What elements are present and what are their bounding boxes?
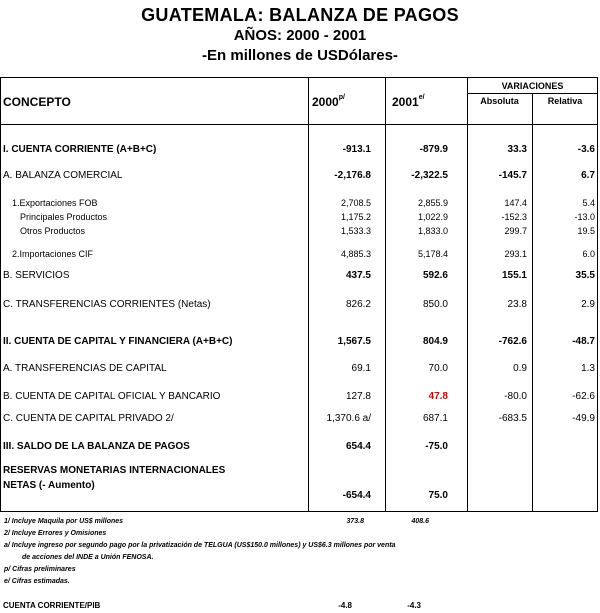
cell-2001: 1,833.0 [417,226,448,236]
cell-rel: -13.0 [574,212,595,222]
cell-2000: 1,370.6 a/ [326,413,371,424]
row-label: C. TRANSFERENCIAS CORRIENTES (Netas) [3,299,211,310]
cell-2001: -879.9 [419,144,448,155]
header-relativa: Relativa [547,96,583,106]
cc-pib-label: CUENTA CORRIENTE/PIB [3,601,101,610]
cc-pib-2000: -4.8 [338,601,352,610]
cell-abs: 23.8 [507,299,527,310]
row-label: I. CUENTA CORRIENTE (A+B+C) [3,144,157,155]
cell-2000: 1,533.3 [340,226,371,236]
cell-2000: 69.1 [351,363,371,374]
cell-2001: 2,855.9 [417,198,448,208]
header-bottom-border [0,124,598,125]
header-concepto: CONCEPTO [3,95,71,109]
title-line-1: GUATEMALA: BALANZA DE PAGOS [141,5,459,25]
cell-abs: -683.5 [498,413,527,424]
cell-2001: 687.1 [422,413,448,424]
title-line-2: AÑOS: 2000 - 2001 [233,27,367,44]
cell-2000: 4,885.3 [340,249,371,259]
footnote-1-2000: 373.8 [346,518,364,525]
cell-2000: 654.4 [345,441,371,452]
cell-2001: 1,022.9 [417,212,448,222]
cell-abs: 33.3 [507,144,527,155]
cell-rel: -49.9 [572,413,595,424]
cell-rel: 19.5 [577,226,595,236]
cell-2000: -2,176.8 [334,170,371,181]
cell-rel: 5.4 [582,198,595,208]
cell-2000: 1,175.2 [340,212,371,222]
cell-2001: 592.6 [422,270,448,281]
title-line-3: -En millones de USDólares- [202,47,398,64]
row-label: C. CUENTA DE CAPITAL PRIVADO 2/ [3,413,174,424]
cell-2001: -75.0 [425,441,448,452]
row-label: II. CUENTA DE CAPITAL Y FINANCIERA (A+B+C) [3,336,233,347]
row-label: III. SALDO DE LA BALANZA DE PAGOS [3,441,190,452]
header-2001: $2001^{e/}$ [392,94,425,109]
row-label: Principales Productos [20,212,108,222]
cell-rel: 6.7 [581,170,595,181]
cell-2000: 826.2 [345,299,371,310]
cell-2000: -913.1 [342,144,371,155]
row-label: B. CUENTA DE CAPITAL OFICIAL Y BANCARIO [3,391,221,402]
cell-rel: 35.5 [575,270,595,281]
header-2000: $2000^{p/}$ [312,94,345,109]
cell-2001: 75.0 [428,490,448,501]
footnote-1-2001: 408.6 [411,518,429,525]
footnote-2: 2/ Incluye Errores y Omisiones [4,530,107,537]
cell-2001-highlight: 47.8 [428,391,448,402]
footnote-a-cont: de acciones del INDE a Unión FENOSA. [22,554,154,561]
footnote-e: e/ Cifras estimadas. [4,578,70,585]
footnote-a: a/ Incluye ingreso por segundo pago por la privatización de TELGUA (US$150.0 millones) y US$6.3 millones por venta [4,542,396,549]
col-divider-var [467,77,468,512]
cell-2001: 804.9 [422,336,448,347]
cell-abs: 293.1 [504,249,527,259]
cell-2000: 1,567.5 [337,336,371,347]
cell-abs: -145.7 [498,170,527,181]
row-label: RESERVAS MONETARIAS INTERNACIONALES [3,465,226,476]
row-label: 2.Importaciones CIF [12,249,94,259]
cell-abs: 299.7 [504,226,527,236]
cell-abs: 147.4 [504,198,527,208]
cell-abs: 0.9 [513,363,527,374]
row-label: 1.Exportaciones FOB [12,198,98,208]
row-label: Otros Productos [20,226,86,236]
cell-2001: 5,178.4 [417,249,448,259]
cell-2000: 127.8 [345,391,371,402]
cell-rel: -48.7 [572,336,595,347]
cell-abs: -762.6 [498,336,527,347]
header-absoluta: Absoluta [480,96,519,106]
cell-rel: 6.0 [582,249,595,259]
footnote-1: 1/ Incluye Maquila por US$ millones [4,518,124,525]
cell-abs: 155.1 [501,270,527,281]
cell-abs: -152.3 [501,212,527,222]
cell-rel: -62.6 [572,391,595,402]
cell-2000: 2,708.5 [340,198,371,208]
var-header-divider [467,93,598,94]
row-label-line-2: NETAS (- Aumento) [3,480,95,491]
cell-abs: -80.0 [504,391,527,402]
cell-2000: -654.4 [342,490,371,501]
row-label: A. BALANZA COMERCIAL [3,170,123,181]
cell-2001: 850.0 [422,299,448,310]
cell-2000: 437.5 [345,270,371,281]
cell-rel: 2.9 [581,299,595,310]
cell-rel: -3.6 [577,144,595,155]
cc-pib-2001: -4.3 [407,601,421,610]
cell-2001: 70.0 [428,363,448,374]
footnote-p: p/ Cifras preliminares [4,566,76,573]
header-variaciones: VARIACIONES [501,81,564,91]
cell-2001: -2,322.5 [411,170,448,181]
row-label: B. SERVICIOS [3,270,70,281]
cell-rel: 1.3 [581,363,595,374]
row-label: A. TRANSFERENCIAS DE CAPITAL [3,363,167,374]
